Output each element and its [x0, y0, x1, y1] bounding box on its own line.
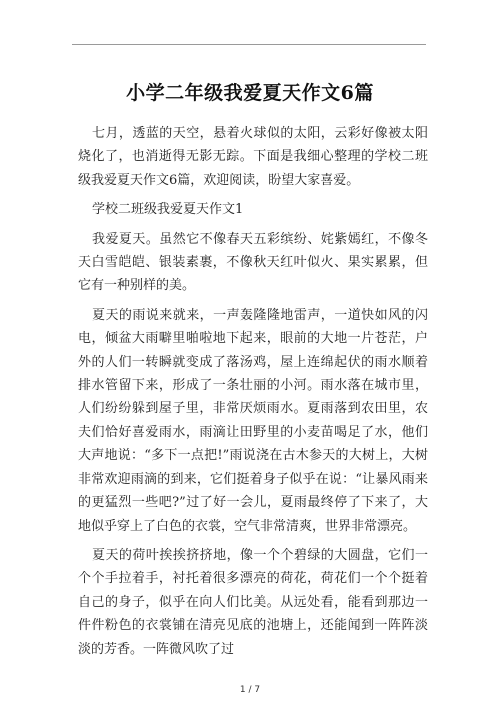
body-paragraph: 我爱夏天。虽然它不像春天五彩缤纷、姹紫嫣红，不像冬天白雪皑皑、银装素裹，不像秋天红叶似火、果实累累，但它有一种别样的美。 [78, 231, 428, 294]
body-paragraph: 夏天的荷叶挨挨挤挤地，像一个个碧绿的大圆盘，它们一个个手拉着手，衬托着很多漂亮的荷花，荷花们一个个挺着自己的身子，似乎在向人们比美。从远处看，能看到那边一件件粉色的衣裳铺在清亮见底的池塘上，还能闻到一阵阵淡淡的芳香。一阵微风吹了过 [78, 547, 428, 657]
document-body [78, 122, 428, 667]
body-paragraph: 夏天的雨说来就来，一声轰隆隆地雷声，一道快如风的闪电，倾盆大雨噼里啪啦地下起来，眼前的大地一片苍茫，户外的人们一转瞬就变成了落汤鸡，屋上连绵起伏的雨水顺着排水管留下来，形成了一条壮丽的小河。雨水落在城市里，人们纷纷躲到屋子里，非常厌烦雨水。夏雨落到农田里，农夫们恰好喜爱雨水，雨滴让田野里的小麦苗喝足了水，他们大声地说：“多下一点把!”雨说浇在古木参天的大树上，大树非常欢迎雨滴的到来，它们挺着身子似乎在说：“让暴风雨来的更猛烈一些吧?”过了好一会儿，夏雨最终停了下来了，大地似乎穿上了白色的衣裳，空气非常清爽，世界非常漂亮。 [78, 307, 428, 534]
page-number: 1 / 7 [239, 685, 261, 695]
header-divider [72, 44, 426, 45]
document-title: 小学二年级我爱夏天作文6篇 [126, 82, 374, 104]
section-heading: 学校二班级我爱夏天作文1 [92, 202, 244, 218]
intro-paragraph: 七月，透蓝的天空，悬着火球似的太阳，云彩好像被太阳烧化了，也消逝得无影无踪。下面是我细心整理的学校二班级我爱夏天作文6篇，欢迎阅读，盼望大家喜爱。 [78, 126, 428, 188]
